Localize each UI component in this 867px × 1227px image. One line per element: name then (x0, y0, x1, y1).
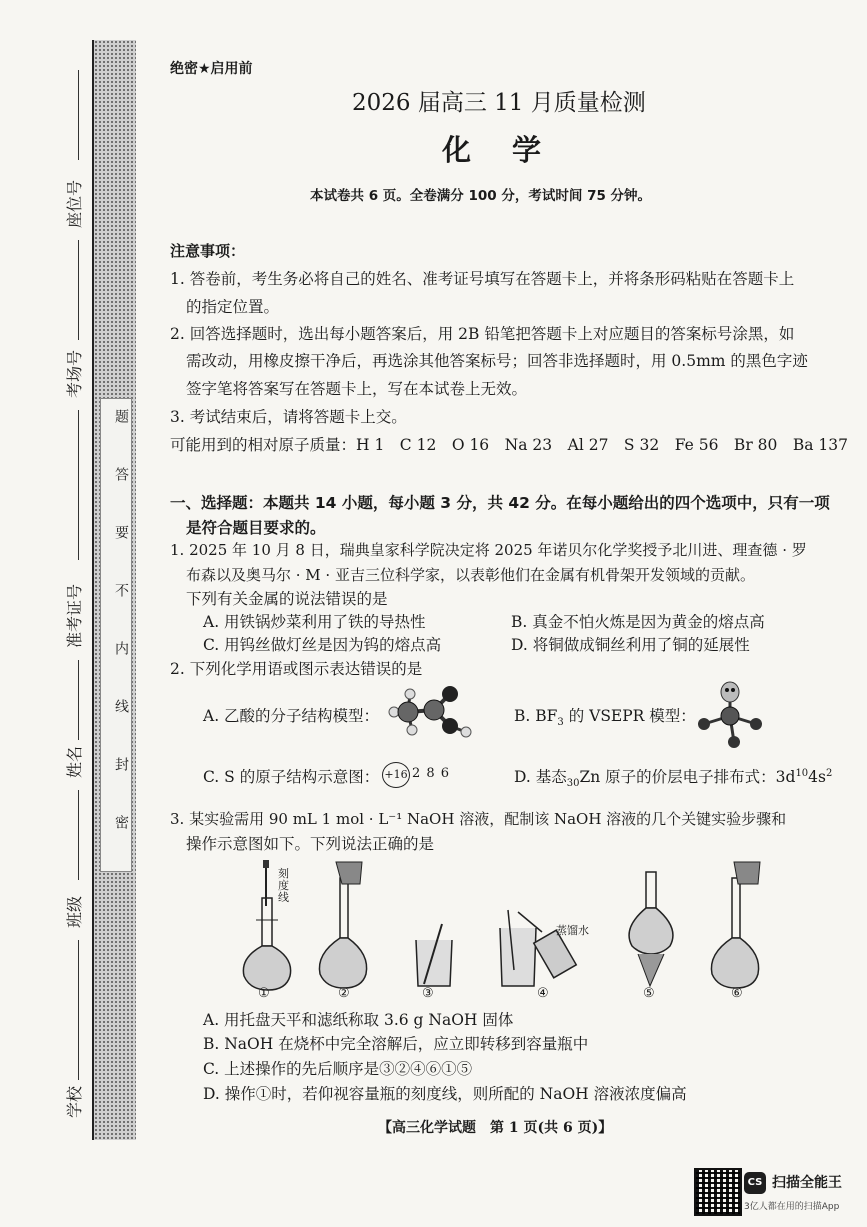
q1-stem-1: 1. 2025 年 10 月 8 日，瑞典皇家科学院决定将 2025 年诺贝尔化学奖授予北川进、理查德 · 罗 (170, 541, 807, 559)
step-label: ② (338, 986, 350, 1001)
q3-option-c: C. 上述操作的先后顺序是③②④⑥①⑤ (203, 1060, 473, 1078)
seal-char: 密 (113, 815, 129, 829)
q1-stem-3: 下列有关金属的说法错误的是 (186, 590, 388, 608)
notes-heading: 注意事项： (170, 242, 246, 260)
step-label: ⑤ (643, 986, 655, 1001)
page-footer: 【高三化学试题 第 1 页(共 6 页)】 (378, 1120, 613, 1136)
distilled-water-label: 蒸馏水 (556, 924, 589, 937)
q3-stem-1: 3. 某实验需用 90 mL 1 mol · L⁻¹ NaOH 溶液，配制该 NaOH 溶液的几个关键实验步骤和 (170, 810, 787, 828)
q2-stem: 2. 下列化学用语或图示表达错误的是 (170, 660, 423, 678)
experiment-steps-figure (238, 858, 778, 1000)
q1-option-c: C. 用钨丝做灯丝是因为钨的熔点高 (203, 636, 442, 654)
note-1-line-2: 的指定位置。 (186, 298, 280, 316)
electron-shells: 2 8 6 (412, 766, 451, 781)
atomic-masses: 可能用到的相对原子质量：H 1 C 12 O 16 Na 23 Al 27 S 32 Fe 56 Br 80 Ba 137 (170, 436, 849, 454)
name-label: 姓名 (65, 745, 84, 778)
app-slogan: 3亿人都在用的扫描App (744, 1202, 840, 1212)
q2-option-b: B. $BF_3$ 的 VSEPR 模型： (514, 707, 696, 729)
seal-char: 封 (113, 757, 129, 771)
seat-label: 座位号 (65, 179, 84, 228)
school-label: 学校 (65, 1085, 84, 1118)
section1-line-2: 是符合题目要求的。 (186, 519, 326, 537)
seal-char: 题 (113, 409, 129, 423)
school-line (78, 940, 79, 1080)
mark-line-label: 刻度线 (278, 867, 289, 904)
q1-option-a: A. 用铁锅炒菜利用了铁的导热性 (203, 613, 426, 631)
step-6-drawing (711, 862, 760, 988)
subject-title: 化 学 (442, 133, 548, 167)
seal-char: 不 (113, 583, 129, 597)
note-2-line-2: 需改动，用橡皮擦干净后，再选涂其他答案标号；回答非选择题时，用 0.5mm 的黑色字迹 (186, 352, 808, 370)
q3-option-a: A. 用托盘天平和滤纸称取 3.6 g NaOH 固体 (203, 1011, 514, 1029)
step-5-drawing (629, 872, 673, 986)
step-label: ③ (422, 986, 434, 1001)
q3-option-d: D. 操作①时，若仰视容量瓶的刻度线，则所配的 NaOH 溶液浓度偏高 (203, 1085, 687, 1103)
seal-char: 答 (113, 467, 129, 481)
room-label: 考场号 (65, 349, 84, 398)
camscanner-logo-icon: CS (744, 1172, 766, 1194)
exam-title: 2026 届高三 11 月质量检测 (352, 90, 646, 116)
exam-info: 本试卷共 6 页。全卷满分 100 分，考试时间 75 分钟。 (310, 188, 652, 204)
sulfur-atom-diagram (382, 760, 472, 790)
acetic-acid-model-icon (382, 682, 482, 742)
class-line (78, 790, 79, 880)
qr-code-icon (694, 1168, 742, 1216)
bf3-vsepr-model-icon (690, 680, 770, 750)
seal-char: 要 (113, 525, 129, 539)
step-3-drawing (416, 924, 452, 986)
q3-stem-2: 操作示意图如下。下列说法正确的是 (186, 835, 435, 853)
secret-mark: 绝密★启用前 (170, 61, 253, 77)
q1-option-d: D. 将铜做成铜丝利用了铜的延展性 (511, 636, 750, 654)
q2-option-c: C. S 的原子结构示意图： (203, 768, 380, 786)
room-line (78, 240, 79, 340)
q2-option-d: D. 基态$_{30}$Zn 原子的价层电子排布式：$3d^{10}4s^2$ (514, 767, 833, 790)
step-2-drawing (319, 862, 366, 988)
app-name: 扫描全能王 (772, 1175, 842, 1191)
class-label: 班级 (65, 895, 84, 928)
section1-line-1: 一、选择题：本题共 14 小题，每小题 3 分，共 42 分。在每小题给出的四个选项中，只有一项 (170, 494, 830, 512)
step-label: ① (258, 986, 270, 1001)
q2-option-a: A. 乙酸的分子结构模型： (203, 707, 380, 725)
q1-stem-2: 布森以及奥马尔 · M · 亚吉三位科学家，以表彰他们在金属有机骨架开发领域的贡献。 (186, 566, 755, 584)
step-label: ⑥ (731, 986, 743, 1001)
note-3: 3. 考试结束后，请将答题卡上交。 (170, 408, 407, 426)
note-1-line-1: 1. 答卷前，考生务必将自己的姓名、准考证号填写在答题卡上，并将条形码粘贴在答题卡上 (170, 270, 795, 288)
q1-option-b: B. 真金不怕火炼是因为黄金的熔点高 (511, 613, 765, 631)
name-line (78, 660, 79, 740)
id-line (78, 410, 79, 560)
seal-char: 内 (113, 641, 129, 655)
note-2-line-1: 2. 回答选择题时，选出每小题答案后，用 2B 铅笔把答题卡上对应题目的答案标号涂黑，如 (170, 325, 795, 343)
seal-char: 线 (113, 699, 129, 713)
seal-line-panel (100, 398, 132, 872)
nucleus-circle: +16 (382, 762, 410, 788)
note-2-line-3: 签字笔将答案写在答题卡上，写在本试卷上无效。 (186, 380, 528, 398)
q3-option-b: B. NaOH 在烧杯中完全溶解后，应立即转移到容量瓶中 (203, 1035, 589, 1053)
seat-line (78, 70, 79, 160)
id-label: 准考证号 (65, 583, 84, 648)
step-label: ④ (537, 986, 549, 1001)
